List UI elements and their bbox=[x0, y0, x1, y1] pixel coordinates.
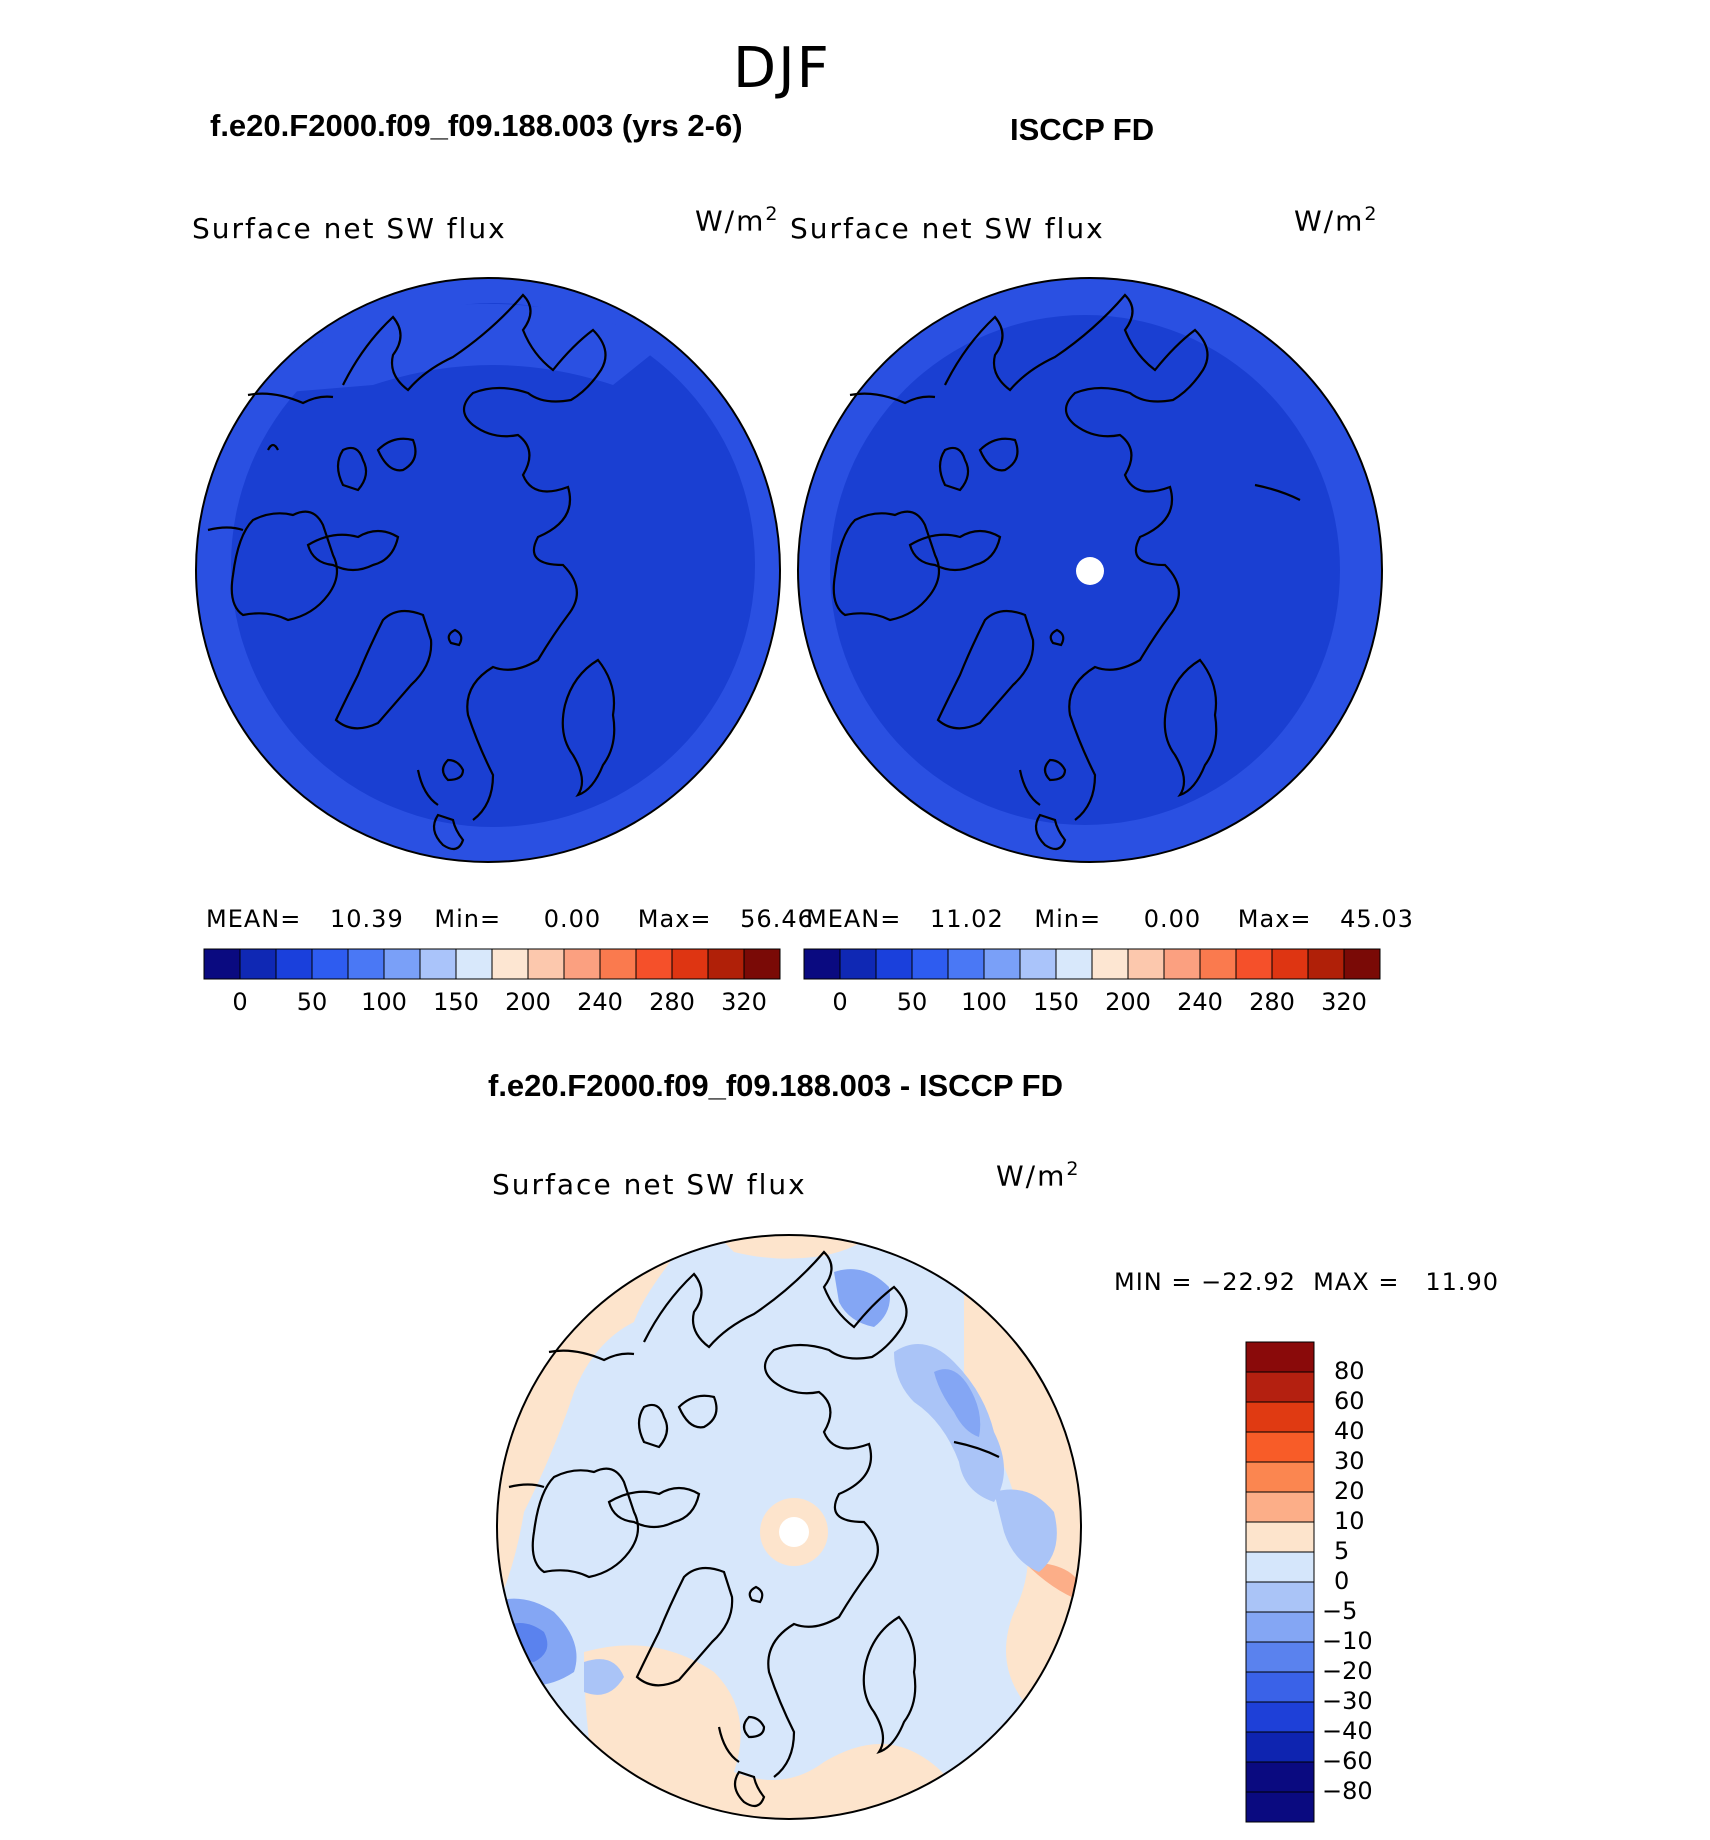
panel2-colorbar-swatch bbox=[984, 949, 1020, 979]
panel2-colorbar-swatch bbox=[1020, 949, 1056, 979]
diff-units-exp: 2 bbox=[1066, 1158, 1081, 1180]
panel2-units-label bbox=[1294, 203, 1379, 237]
panel1-colorbar-tick-label: 0 bbox=[232, 988, 248, 1016]
panel1-colorbar-tick-label: 50 bbox=[296, 988, 328, 1016]
panel1-colorbar-swatch bbox=[240, 949, 276, 979]
panel1-colorbar-swatch bbox=[528, 949, 564, 979]
panel1-colorbar-swatch bbox=[456, 949, 492, 979]
panel1-mean-value: 10.39 bbox=[330, 905, 404, 933]
panel2-colorbar-swatch bbox=[1344, 949, 1380, 979]
panel2-units-base: W/m bbox=[1294, 204, 1365, 238]
diff-colorbar-tick-label: 0 bbox=[1334, 1567, 1350, 1595]
diff-polar-map bbox=[494, 1232, 1084, 1822]
diff-colorbar-swatch bbox=[1246, 1402, 1314, 1432]
panel2-colorbar-tick-label: 100 bbox=[961, 988, 1007, 1016]
panel1-colorbar-tick-label: 280 bbox=[649, 988, 695, 1016]
panel2-mean-value: 11.02 bbox=[930, 905, 1004, 933]
diff-colorbar-swatch bbox=[1246, 1552, 1314, 1582]
diff-min-max: MIN = −22.92 MAX = 11.90 bbox=[1114, 1268, 1500, 1296]
diff-colorbar-tick-label: −30 bbox=[1322, 1687, 1373, 1715]
diff-colorbar-swatch bbox=[1246, 1582, 1314, 1612]
diff-units-base: W/m bbox=[996, 1159, 1067, 1193]
panel2-colorbar-swatch bbox=[1236, 949, 1272, 979]
panel1-colorbar-swatch bbox=[744, 949, 780, 979]
diff-colorbar-swatch bbox=[1246, 1672, 1314, 1702]
panel1-max-label: Max= bbox=[637, 905, 712, 933]
panel2-colorbar-ticks bbox=[804, 988, 1380, 1018]
panel1-colorbar-swatch bbox=[384, 949, 420, 979]
diff-colorbar-tick-label: −10 bbox=[1322, 1627, 1373, 1655]
panel1-colorbar-tick-label: 320 bbox=[721, 988, 767, 1016]
diff-colorbar-tick-label: −60 bbox=[1322, 1747, 1373, 1775]
diff-colorbar-swatch bbox=[1246, 1732, 1314, 1762]
panel1-colorbar bbox=[204, 949, 780, 979]
panel2-colorbar-tick-label: 50 bbox=[896, 988, 928, 1016]
diff-colorbar-swatch bbox=[1246, 1642, 1314, 1672]
diff-colorbar-swatch bbox=[1246, 1522, 1314, 1552]
panel2-colorbar-tick-label: 240 bbox=[1177, 988, 1223, 1016]
panel1-colorbar-swatch bbox=[636, 949, 672, 979]
diff-colorbar-tick-label: 10 bbox=[1334, 1507, 1365, 1535]
panel1-colorbar-tick-label: 150 bbox=[433, 988, 479, 1016]
panel1-units-exp: 2 bbox=[765, 203, 780, 225]
diff-colorbar-swatch bbox=[1246, 1432, 1314, 1462]
panel1-stats bbox=[206, 905, 814, 933]
panel1-min-label: Min= bbox=[434, 905, 502, 933]
season-title: DJF bbox=[733, 36, 831, 101]
panel1-units-label bbox=[695, 203, 780, 237]
diff-colorbar-tick-label: −80 bbox=[1322, 1777, 1373, 1805]
panel2-min-value: 0.00 bbox=[1143, 905, 1202, 933]
panel1-mean-label: MEAN= bbox=[206, 905, 302, 933]
panel1-colorbar-swatch bbox=[492, 949, 528, 979]
panel2-colorbar-swatch bbox=[912, 949, 948, 979]
panel1-variable-label: Surface net SW flux bbox=[192, 212, 507, 245]
panel1-colorbar-tick-label: 100 bbox=[361, 988, 407, 1016]
panel2-pole-missing-data bbox=[1076, 557, 1104, 585]
panel1-colorbar-swatch bbox=[420, 949, 456, 979]
panel2-colorbar-tick-label: 0 bbox=[832, 988, 848, 1016]
panel2-colorbar-swatch bbox=[948, 949, 984, 979]
panel1-min-value: 0.00 bbox=[543, 905, 602, 933]
panel2-colorbar-swatch bbox=[1128, 949, 1164, 979]
panel1-colorbar-swatch bbox=[348, 949, 384, 979]
panel2-colorbar-swatch bbox=[1164, 949, 1200, 979]
panel2-colorbar-swatch bbox=[1200, 949, 1236, 979]
panel2-stats bbox=[806, 905, 1414, 933]
diff-colorbar-ticks bbox=[1322, 1342, 1422, 1822]
panel1-colorbar-tick-label: 240 bbox=[577, 988, 623, 1016]
panel1-colorbar-swatch bbox=[600, 949, 636, 979]
diff-colorbar-swatch bbox=[1246, 1342, 1314, 1372]
diff-colorbar-tick-label: −40 bbox=[1322, 1717, 1373, 1745]
diff-colorbar-tick-label: 5 bbox=[1334, 1537, 1350, 1565]
panel2-colorbar-swatch bbox=[840, 949, 876, 979]
diff-pole-center bbox=[779, 1517, 809, 1547]
panel2-polar-map bbox=[795, 275, 1385, 865]
diff-colorbar-tick-label: −20 bbox=[1322, 1657, 1373, 1685]
diff-colorbar bbox=[1246, 1342, 1314, 1822]
panel2-colorbar-tick-label: 320 bbox=[1321, 988, 1367, 1016]
diff-colorbar-swatch bbox=[1246, 1462, 1314, 1492]
panel2-colorbar-swatch bbox=[804, 949, 840, 979]
panel2-max-value: 45.03 bbox=[1340, 905, 1414, 933]
panel1-max-value: 56.46 bbox=[740, 905, 814, 933]
panel2-variable-label: Surface net SW flux bbox=[790, 212, 1105, 245]
diff-colorbar-swatch bbox=[1246, 1612, 1314, 1642]
diff-colorbar-swatch bbox=[1246, 1492, 1314, 1522]
panel1-colorbar-swatch bbox=[276, 949, 312, 979]
diff-variable-label: Surface net SW flux bbox=[492, 1168, 807, 1201]
diff-colorbar-tick-label: 30 bbox=[1334, 1447, 1365, 1475]
panel2-colorbar bbox=[804, 949, 1380, 979]
diff-colorbar-tick-label: 40 bbox=[1334, 1417, 1365, 1445]
panel2-case-title: ISCCP FD bbox=[1010, 112, 1155, 147]
panel2-colorbar-swatch bbox=[1308, 949, 1344, 979]
panel1-case-title: f.e20.F2000.f09_f09.188.003 (yrs 2-6) bbox=[210, 108, 743, 143]
panel2-colorbar-swatch bbox=[1092, 949, 1128, 979]
diff-title: f.e20.F2000.f09_f09.188.003 - ISCCP FD bbox=[488, 1068, 1063, 1103]
diff-colorbar-swatch bbox=[1246, 1762, 1314, 1792]
panel2-colorbar-tick-label: 200 bbox=[1105, 988, 1151, 1016]
panel1-colorbar-swatch bbox=[672, 949, 708, 979]
panel2-min-label: Min= bbox=[1034, 905, 1102, 933]
panel1-colorbar-tick-label: 200 bbox=[505, 988, 551, 1016]
diff-colorbar-tick-label: 60 bbox=[1334, 1387, 1365, 1415]
panel1-colorbar-ticks bbox=[204, 988, 780, 1018]
panel2-mean-label: MEAN= bbox=[806, 905, 902, 933]
diff-colorbar-swatch bbox=[1246, 1372, 1314, 1402]
diff-colorbar-swatch bbox=[1246, 1702, 1314, 1732]
diff-colorbar-tick-label: 20 bbox=[1334, 1477, 1365, 1505]
diff-colorbar-swatch bbox=[1246, 1792, 1314, 1822]
panel1-colorbar-swatch bbox=[564, 949, 600, 979]
panel2-max-label: Max= bbox=[1237, 905, 1312, 933]
panel2-colorbar-swatch bbox=[876, 949, 912, 979]
diff-colorbar-tick-label: −5 bbox=[1322, 1597, 1358, 1625]
panel2-colorbar-swatch bbox=[1056, 949, 1092, 979]
panel2-colorbar-swatch bbox=[1272, 949, 1308, 979]
diff-colorbar-tick-label: 80 bbox=[1334, 1357, 1365, 1385]
panel1-units-base: W/m bbox=[695, 204, 766, 238]
panel2-colorbar-tick-label: 150 bbox=[1033, 988, 1079, 1016]
diff-units-label bbox=[996, 1158, 1081, 1192]
panel2-colorbar-tick-label: 280 bbox=[1249, 988, 1295, 1016]
panel1-colorbar-swatch bbox=[312, 949, 348, 979]
panel1-polar-map bbox=[193, 275, 783, 865]
panel1-colorbar-swatch bbox=[708, 949, 744, 979]
panel2-units-exp: 2 bbox=[1364, 203, 1379, 225]
panel1-colorbar-swatch bbox=[204, 949, 240, 979]
